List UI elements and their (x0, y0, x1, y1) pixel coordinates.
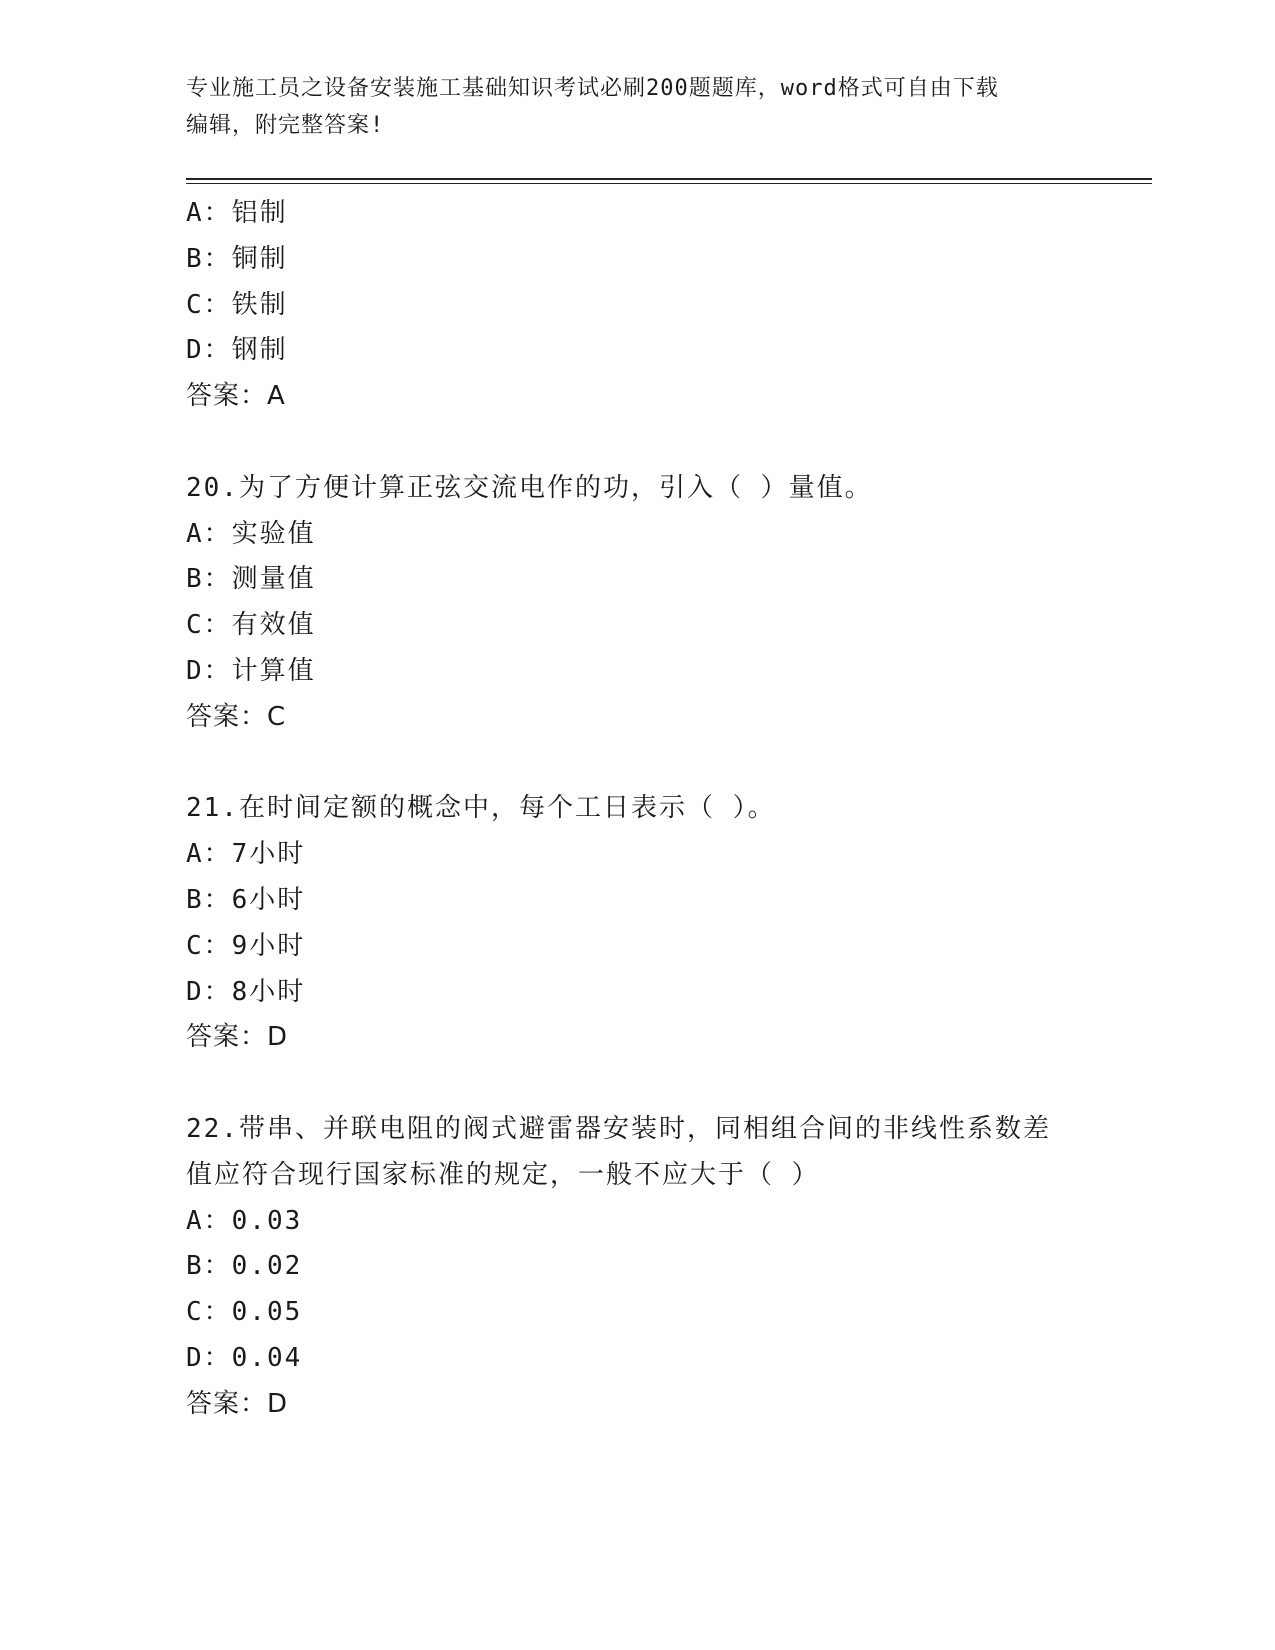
option-c: C：0.05 (186, 1297, 303, 1328)
question-19 (186, 191, 1086, 420)
document-header (186, 70, 1066, 144)
option-c: C：有效值 (186, 610, 316, 641)
option-b: B：6小时 (186, 884, 306, 915)
answer: 答案：D (186, 1388, 289, 1419)
question-21 (186, 786, 1086, 1061)
option-c: C：9小时 (186, 930, 306, 961)
header-divider-bottom (186, 183, 1152, 184)
option-a: A：7小时 (186, 839, 306, 870)
question-list (186, 191, 1086, 1428)
question-20 (186, 466, 1086, 741)
option-a: A：实验值 (186, 518, 316, 549)
spacer (186, 741, 1086, 787)
option-b: B：测量值 (186, 564, 316, 595)
spacer (186, 1061, 1086, 1107)
option-d: D：0.04 (186, 1342, 303, 1373)
option-c: C：铁制 (186, 289, 288, 320)
header-divider-top (186, 178, 1152, 180)
option-b: B：铜制 (186, 243, 288, 274)
header-title-line2: 编辑，附完整答案! (186, 113, 385, 138)
answer: 答案：C (186, 701, 287, 732)
question-text-line2: 值应符合现行国家标准的规定，一般不应大于（ ） (186, 1159, 820, 1190)
question-text: 20.为了方便计算正弦交流电作的功，引入（ ）量值。 (186, 472, 873, 503)
question-text-line1: 22.带串、并联电阻的阀式避雷器安装时，同相组合间的非线性系数差 (186, 1113, 1051, 1144)
question-text: 21.在时间定额的概念中，每个工日表示（ ）。 (186, 793, 776, 824)
option-d: D：钢制 (186, 335, 288, 366)
spacer (186, 420, 1086, 466)
option-d: D：计算值 (186, 655, 316, 686)
answer: 答案：D (186, 1022, 289, 1053)
option-d: D：8小时 (186, 976, 306, 1007)
question-22 (186, 1107, 1086, 1428)
option-a: A：0.03 (186, 1205, 303, 1236)
option-b: B：0.02 (186, 1251, 303, 1282)
option-a: A：铝制 (186, 198, 288, 228)
answer: 答案：A (186, 381, 286, 412)
header-title-line1: 专业施工员之设备安装施工基础知识考试必刷200题题库，word格式可自由下载 (186, 76, 999, 101)
